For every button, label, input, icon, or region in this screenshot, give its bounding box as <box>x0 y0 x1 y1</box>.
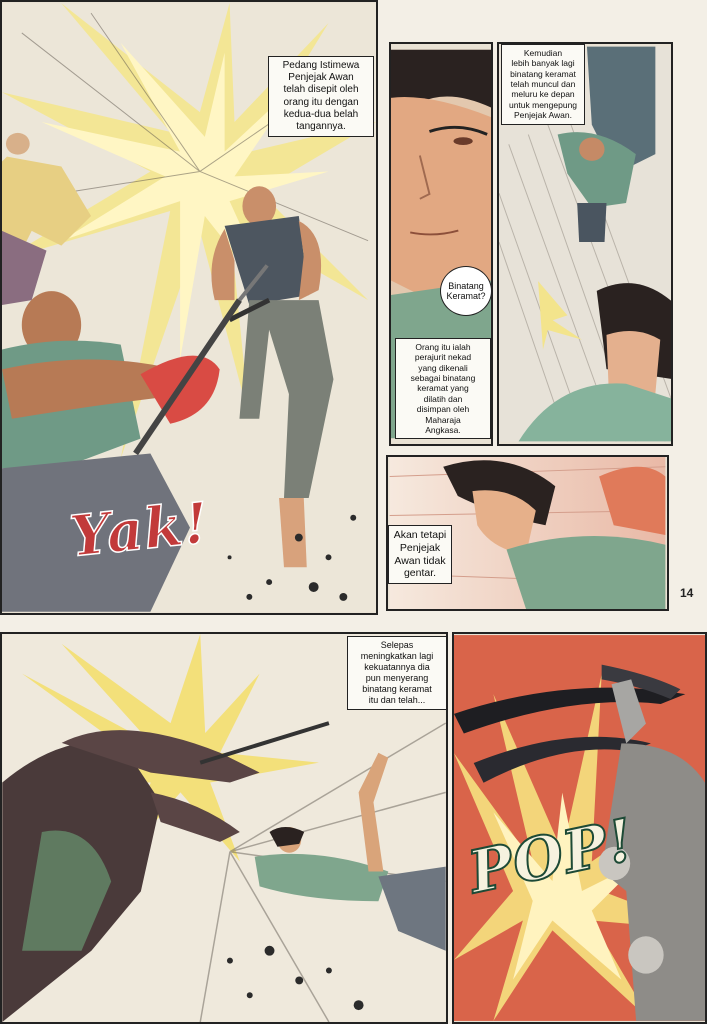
panel-beasts-charge <box>497 42 673 446</box>
caption-perajurit: Orang itu ialah perajurit nekad yang dikenali sebagai binatang keramat yang dilatih dan disimpan oleh Maharaja Angkasa. <box>395 338 491 439</box>
caption-selepas: Selepas meningkatkan lagi kekuatannya dia pun menyerang binatang keramat itu dan telah... <box>347 636 447 710</box>
panel-hero-attack <box>0 632 448 1024</box>
speech-bubble-binatang: Binatang Keramat? <box>440 266 492 316</box>
sfx-yak: Yak! <box>66 489 213 571</box>
panel-hero-calm <box>386 455 669 611</box>
page-number: 14 <box>680 586 694 600</box>
caption-sword-caught: Pedang Istimewa Penjejak Awan telah disepit oleh orang itu dengan kedua-dua belah tangannya. <box>268 56 374 137</box>
panel-claw-strike <box>452 632 707 1024</box>
panel-face-closeup <box>389 42 493 446</box>
sfx-pop: POP! <box>462 805 641 907</box>
caption-kemudian: Kemudian lebih banyak lagi binatang keramat telah muncul dan meluru ke depan untuk mengepung Penjejak Awan. <box>501 44 585 125</box>
panel-sword-caught <box>0 0 378 615</box>
caption-tidak-gentar: Akan tetapi Penjejak Awan tidak gentar. <box>388 525 452 584</box>
